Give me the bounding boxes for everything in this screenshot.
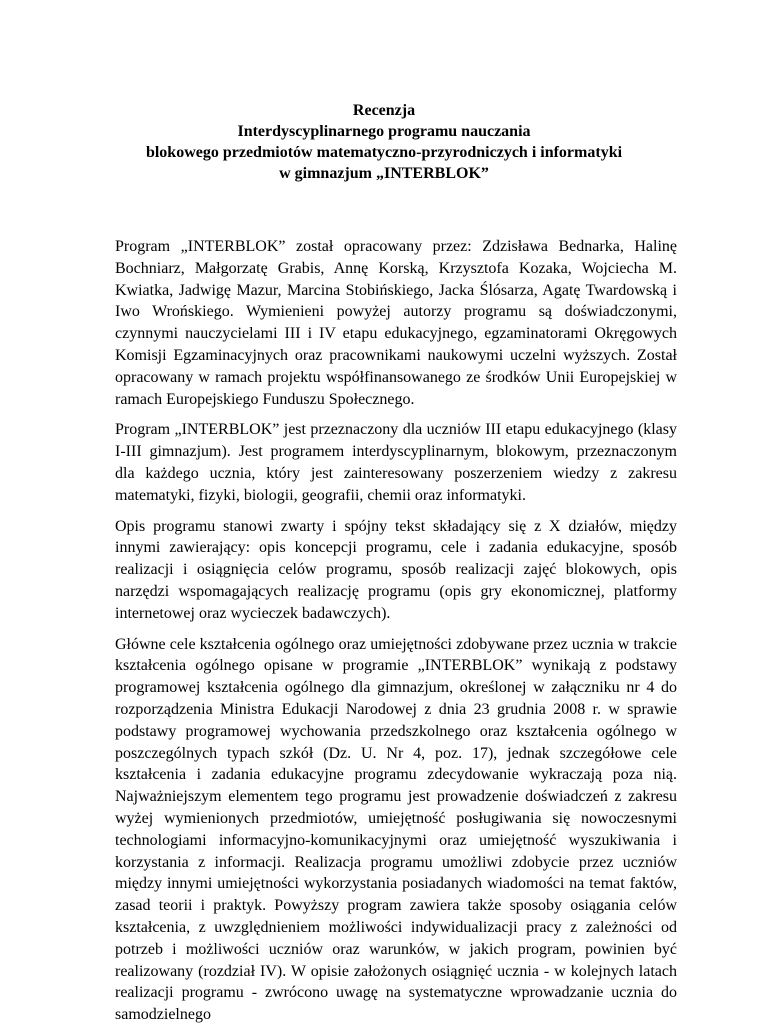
paragraph-goals: Główne cele kształcenia ogólnego oraz umiejętności zdobywane przez ucznia w trakcie kształcenia ogólnego opisane w programie „INTERBLOK” wynikają z podstawy programowej kształcenia ogólnego dla gimnazjum, określonej w załączniku nr 4 do rozporządzenia Ministra Edukacji Narodowej z dnia 23 grudnia 2008 r. w sprawie podstawy programowej wychowania przedszkolnego oraz kształcenia ogólnego w poszczególnych typach szkół (Dz. U. Nr 4, poz. 17), jednak szczegółowe cele kształcenia i zadania edukacyjne programu zdecydowanie wykraczają poza nią. Najważniejszym elementem tego programu jest prowadzenie doświadczeń z zakresu wyżej wymienionych przedmiotów, umiejętność posługiwania się nowoczesnymi technologiami informacyjno-komunikacyjnymi oraz umiejętność wyszukiwania i korzystania z informacji. Realizacja programu umożliwi zdobycie przez uczniów między innymi umiejętności wykorzystania posiadanych wiadomości na temat faktów, zasad teorii i praktyk. Powyższy program zawiera także sposoby osiągania celów kształcenia, z uwzględnieniem możliwości indywidualizacji pracy z zależności od potrzeb i możliwości uczniów oraz warunków, w jakich program, powinien być realizowany (rozdział IV). W opisie założonych osiągnięć ucznia - w kolejnych latach realizacji programu - zwrócono uwagę na systematyczne wprowadzanie ucznia do samodzielnego [115, 635, 677, 1024]
paragraph-audience: Program „INTERBLOK” jest przeznaczony dla uczniów III etapu edukacyjnego (klasy I-III gimnazjum). Jest programem interdyscyplinarnym, blokowym, przeznaczonym dla każdego ucznia, który jest zainteresowany poszerzeniem wiedzy z zakresu matematyki, fizyki, biologii, geografii, chemii oraz informatyki. [115, 421, 677, 504]
title-line-subjects: blokowego przedmiotów matematyczno-przyrodniczych i informatyki [145, 144, 623, 161]
paragraph-authors: Program „INTERBLOK” został opracowany przez: Zdzisława Bednarka, Halinę Bochniarz, Małgorzatę Grabis, Annę Korską, Krzysztofa Kozaka, Wojciecha M. Kwiatka, Jadwigę Mazur, Marcina Stobińskiego, Jacka Ślósarza, Agatę Twardowską i Iwo Wrońskiego. Wymienieni powyżej autorzy programu są doświadczonymi, czynnymi nauczycielami III i IV etapu edukacyjnego, egzaminatorami Okręgowych Komisji Egzaminacyjnych oraz pracownikami naukowymi uczelni wyższych. Został opracowany w ramach projektu współfinansowanego ze środków Unii Europejskiej w ramach Europejskiego Funduszu Społecznego. [115, 238, 677, 408]
document-body [115, 236, 677, 1035]
document-title [0, 100, 768, 184]
title-line-school: w gimnazjum „INTERBLOK” [279, 165, 489, 182]
title-line-program: Interdyscyplinarnego programu nauczania [237, 123, 531, 140]
paragraph-structure: Opis programu stanowi zwarty i spójny tekst składający się z X działów, między innymi zawierający: opis koncepcji programu, cele i zadania edukacyjne, sposób realizacji i osiągnięcia celów programu, sposób realizacji zajęć blokowych, opis narzędzi wspomagających realizację programu (opis gry ekonomicznej, platformy internetowej oraz wycieczek badawczych). [115, 517, 677, 622]
title-line-heading: Recenzja [352, 102, 416, 119]
